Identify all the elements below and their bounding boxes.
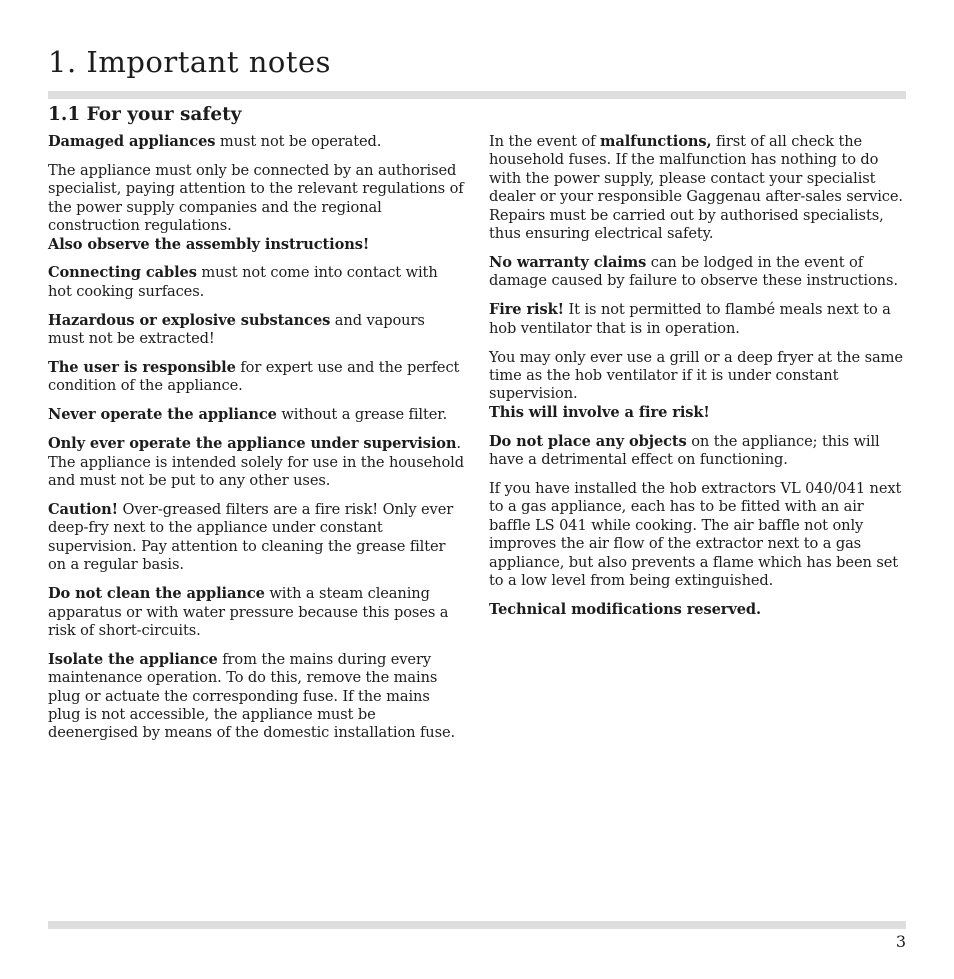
text-run: If you have installed the hob extractors VL 040/041 next to a gas appliance, each has to be fitted with an air baffle LS 041 while cooking. The air baffle not only improves the air flow of the extractor next to a gas appliance, but also prevents a flame which has been set to a low level from being extinguished. bbox=[489, 480, 902, 590]
right-column bbox=[489, 133, 906, 753]
paragraph bbox=[489, 301, 906, 338]
text-run: first of all check the household fuses. If the malfunction has nothing to do with the power supply, please contact your specialist dealer or your responsible Gaggenau after-sales service. Repairs must be carried out by authorised specialists, thus ensuring electrical safety. bbox=[489, 133, 903, 243]
bold-run: Connecting cables bbox=[48, 264, 197, 282]
text-run: . The appliance is intended solely for use in the household and must not be put to any other uses. bbox=[48, 435, 464, 490]
paragraph bbox=[489, 433, 906, 470]
section-heading: 1.1 For your safety bbox=[48, 104, 242, 125]
paragraph bbox=[48, 406, 465, 424]
paragraph bbox=[48, 312, 465, 349]
bold-run: Fire risk! bbox=[489, 301, 564, 319]
text-run: for expert use and the perfect condition of the appliance. bbox=[48, 359, 460, 395]
bold-run: Caution! bbox=[48, 501, 118, 518]
bold-run: This will involve a fire risk! bbox=[489, 403, 710, 421]
bold-run: malfunctions, bbox=[600, 133, 712, 150]
paragraph bbox=[48, 162, 465, 254]
paragraph bbox=[48, 264, 465, 301]
bold-run: Never operate the appliance bbox=[48, 406, 277, 424]
two-column-body bbox=[48, 133, 906, 753]
text-run: The appliance must only be connected by an authorised specialist, paying attention to the relevant regulations of the power supply companies and the regional construction regulations. bbox=[48, 161, 464, 235]
paragraph bbox=[489, 601, 906, 619]
bold-run: Isolate the appliance bbox=[48, 650, 218, 668]
text-run: with a steam cleaning apparatus or with water pressure because this poses a risk of short-circuits. bbox=[48, 585, 449, 639]
bold-run: Damaged appliances bbox=[48, 133, 216, 150]
text-run: and vapours must not be extracted! bbox=[48, 311, 425, 348]
bold-run: The user is responsible bbox=[48, 359, 236, 377]
text-run: Over-greased filters are a fire risk! Only ever deep-fry next to the appliance under constant supervision. Pay attention to cleaning the grease filter on a regular basis. bbox=[48, 501, 454, 574]
bold-run: Do not place any objects bbox=[489, 432, 687, 450]
bold-run: Hazardous or explosive substances bbox=[48, 311, 331, 329]
paragraph bbox=[48, 133, 465, 151]
text-run: It is not permitted to flambé meals next to a hob ventilator that is in operation. bbox=[489, 301, 891, 337]
page-title: 1. Important notes bbox=[48, 45, 332, 79]
bold-run: Do not clean the appliance bbox=[48, 585, 265, 603]
text-run: without a grease filter. bbox=[276, 406, 448, 424]
paragraph bbox=[48, 435, 465, 490]
page-number: 3 bbox=[895, 932, 906, 951]
paragraph bbox=[48, 501, 465, 575]
bold-run: Technical modifications reserved. bbox=[489, 600, 762, 618]
text-run: In the event of bbox=[489, 133, 600, 150]
text-run: from the mains during every maintenance operation. To do this, remove the mains plug or actuate the corresponding fuse. If the mains plug is not accessible, the appliance must be deenergised by means of the domestic installation fuse. bbox=[48, 650, 456, 742]
bold-run: Also observe the assembly instructions! bbox=[48, 235, 370, 253]
text-run: must not be operated. bbox=[215, 133, 382, 150]
text-run: must not come into contact with hot cooking surfaces. bbox=[48, 264, 438, 300]
text-run: on the appliance; this will have a detrimental effect on functioning. bbox=[489, 432, 880, 469]
paragraph bbox=[48, 585, 465, 640]
bold-run: No warranty claims bbox=[489, 253, 647, 271]
paragraph bbox=[489, 133, 906, 243]
paragraph bbox=[489, 254, 906, 291]
paragraph bbox=[48, 359, 465, 396]
bold-run: Only ever operate the appliance under supervision bbox=[48, 435, 457, 453]
paragraph bbox=[48, 651, 465, 743]
header-rule bbox=[48, 91, 906, 99]
footer-rule bbox=[48, 921, 906, 929]
paragraph bbox=[489, 349, 906, 423]
paragraph bbox=[489, 480, 906, 590]
text-run: You may only ever use a grill or a deep fryer at the same time as the hob ventilator if it is under constant supervision. bbox=[489, 348, 903, 403]
left-column bbox=[48, 133, 465, 753]
text-run: can be lodged in the event of damage caused by failure to observe these instructions. bbox=[489, 253, 898, 290]
